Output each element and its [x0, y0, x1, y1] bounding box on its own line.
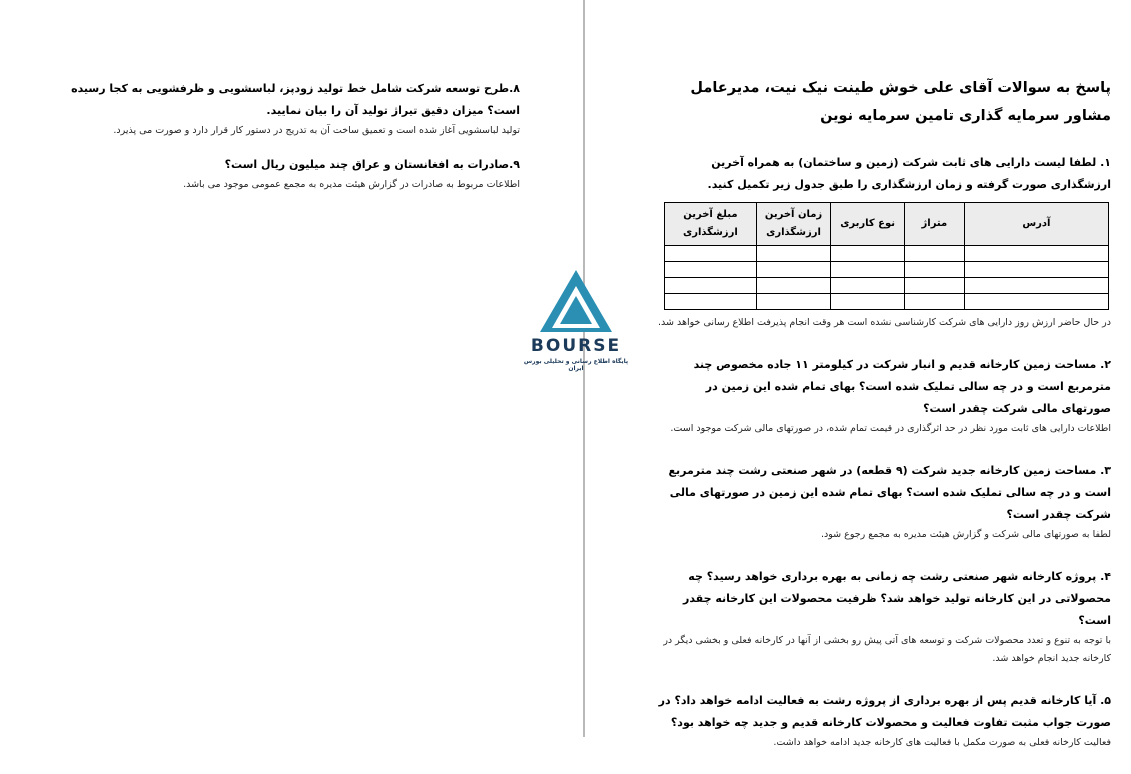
logo-tagline: پایگاه اطلاع رسانی و تحلیلی بورس ایران [523, 358, 629, 372]
assets-table [664, 202, 1109, 310]
question-2: ۲. مساحت زمین کارخانه قدیم و انبار شرکت در کیلومتر ۱۱ جاده مخصوص چند مترمربع است و در چه سالی تملیک شده است؟ بهای تمام شده این زمین در صورتهای مالی شرکت چقدر است؟ [693, 358, 1111, 415]
table-note: در حال حاضر ارزش روز دارایی های شرکت کارشناسی نشده است هر وقت انجام پذیرفت اطلاع رسانی خواهد شد. [658, 317, 1111, 328]
table-header-area: متراژ [904, 203, 964, 246]
table-header-valuation-amount: مبلغ آخرین ارزشگذاری [665, 203, 757, 246]
answer-3: لطفا به صورتهای مالی شرکت و گزارش هیئت مدیره به مجمع رجوع شود. [821, 529, 1111, 540]
table-row [665, 294, 1109, 310]
question-5: ۵. آیا کارخانه قدیم پس از بهره برداری از پروژه رشت به فعالیت ادامه خواهد داد؟ در صورت جواب مثبت تفاوت فعالیت و محصولات کارخانه قدیم و جدید چه خواهد بود؟ [658, 694, 1111, 729]
question-1: ۱. لطفا لیست دارایی های ثابت شرکت (زمین و ساختمان) به همراه آخرین ارزشگذاری صورت گرفته و زمان ارزشگذاری را طبق جدول زیر تکمیل کنید. [707, 156, 1111, 191]
answer-4: با توجه به تنوع و تعدد محصولات شرکت و توسعه های آتی پیش رو بخشی از آنها در کارخانه فعلی و بخشی دیگر در کارخانه جدید انجام خواهد شد. [663, 635, 1111, 664]
table-header-valuation-date: زمان آخرین ارزشگذاری [756, 203, 831, 246]
table-header-address: آدرس [964, 203, 1108, 246]
bourse-logo-mark-icon [520, 262, 632, 336]
answer-2: اطلاعات دارایی های ثابت مورد نظر در حد اثرگذاری در قیمت تمام شده، در صورتهای مالی شرکت موجود است. [670, 423, 1111, 434]
bourse-logo [520, 262, 632, 380]
table-row [665, 278, 1109, 294]
answer-5: فعالیت کارخانه فعلی به صورت مکمل با فعالیت های کارخانه جدید ادامه خواهد داشت. [773, 737, 1111, 748]
left-page [60, 78, 520, 208]
question-9: ۹.صادرات به افغانستان و عراق چند میلیون ریال است؟ [224, 158, 520, 171]
table-header-usage: نوع کاربری [831, 203, 905, 246]
question-8: ۸.طرح توسعه شرکت شامل خط تولید زودپز، لباسشویی و ظرفشویی به کجا رسیده است؟ میزان دقیق تیراژ تولید آن را بیان نمایید. [71, 82, 520, 117]
question-3: ۳. مساحت زمین کارخانه جدید شرکت (۹ قطعه) در شهر صنعتی رشت چند مترمربع است و در چه سالی تملیک شده است؟ بهای تمام شده این زمین در صورتهای مالی شرکت چقدر است؟ [668, 464, 1111, 521]
answer-9: اطلاعات مربوط به صادرات در گزارش هیئت مدیره به مجمع عمومی موجود می باشد. [183, 179, 520, 190]
table-row [665, 246, 1109, 262]
document-title: پاسخ به سوالات آقای علی خوش طینت نیک نیت، مدیرعامل مشاور سرمایه گذاری تامین سرمایه نوین [690, 80, 1111, 124]
right-page [655, 74, 1111, 774]
answer-8: تولید لباسشویی آغاز شده است و تعمیق ساخت آن به تدریج در دستور کار قرار دارد و صورت می پذیرد. [113, 125, 520, 136]
table-row [665, 262, 1109, 278]
question-4: ۴. پروژه کارخانه شهر صنعتی رشت چه زمانی به بهره برداری خواهد رسید؟ چه محصولاتی در این کارخانه تولید خواهد شد؟ ظرفیت محصولات این کارخانه چقدر است؟ [683, 570, 1111, 627]
logo-wordmark: BOURSE [530, 336, 622, 356]
